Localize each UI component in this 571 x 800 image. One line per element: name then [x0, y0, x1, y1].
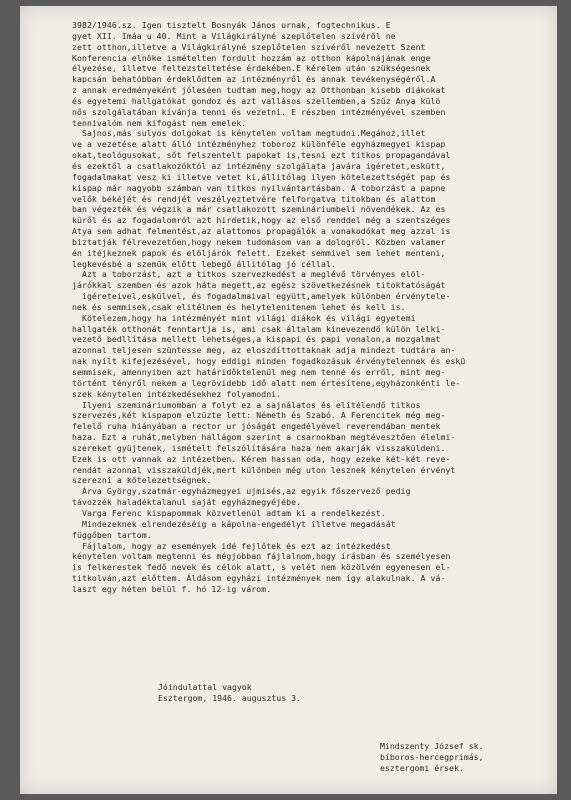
letter-line: vezető bedllítása mellett lehetséges,a kispapi és papi vonalon,a mozgalmat — [72, 334, 441, 345]
letter-closing: Jóindulattal vagyok — [158, 682, 252, 692]
letter-place-date: Esztergom, 1946. augusztus 3. — [158, 693, 301, 703]
letter-body — [72, 20, 542, 595]
letter-line: szereket gyüjtenek, ismételt felszólítására haza nem akarják visszaküldeni. — [72, 442, 446, 453]
letter-line: ve a vezetése alatt álló intézményhez toboroz különféle egyházmegyei kispap — [72, 139, 446, 150]
letter-line: fogadalmakat vesz ki illetve vetet ki,állitólag ilyen kötelezettségét pap és — [72, 171, 451, 182]
letter-line: is felkerestek fedő nevek és célok alatt, s velét nem közölvén egyenesen el- — [72, 562, 451, 573]
letter-line: titkolván,azt előttem. Áldásom egyházi intézmények nem így alakulnak. A vá- — [72, 573, 446, 584]
letter-line: rendát azonnal visszaküldjék,mert különben még uton lesznek kénytelen érvényt — [72, 464, 456, 475]
letter-line: kapcsán behatóbban érdeklődtem az intézményről és annak tevékenységéről.A — [72, 74, 436, 85]
signature-office: esztergomi érsek. — [380, 763, 464, 773]
letter-line: küről és az fogadalomról azt hirdetik,hogy az első renddel még a szentszéges — [72, 215, 451, 226]
letter-line: velők békéjét és rendjét veszélyeztetvére felforgatva titokban és alattom — [72, 193, 436, 204]
letter-line: nak nyílt kifejezésével, hogy eddigi minden fogadkozásuk érvénytelennek és eskü — [72, 356, 466, 367]
letter-sheet — [20, 6, 557, 794]
letter-line: Varga Ferenc kispapommak közvetlenül adtam ki a rendelkezést. — [72, 507, 386, 518]
letter-line: tennivalóm nem kifogást nem emelek. — [72, 117, 247, 128]
letter-line: függőben tartom. — [72, 529, 152, 540]
letter-line: azonnal teljesen szüntesse meg, az eloszdíttottaknak adja mindezt tudtára an- — [72, 345, 456, 356]
letter-line: okat,teológusokat, sőt felszentelt papokat is,tesni ezt titkos propagandával — [72, 150, 451, 161]
letter-line: és ezektől a csatlakozóktól az intézmény szolgálata javára igéretet,eskütt, — [72, 160, 446, 171]
letter-line: hallgaték otthonát fenntartja is, ami csak általam kinevezendő külön lelki- — [72, 323, 446, 334]
letter-line: történt tényről nekem a legrövidebb idő alatt nem értesítene,egyházonkénti le- — [72, 377, 461, 388]
letter-line: Ezek is ott vannak az intézetben. Kérem hassan oda, hogy ezeke két-két reve- — [72, 453, 451, 464]
letter-line: Kötelezem,hogy ha intézményét mint világi diákok és világi egyetemi — [72, 312, 416, 323]
letter-line: semmisek, amennyiben azt határidőktelenül meg nem tenné és erről, mint meg- — [72, 367, 446, 377]
letter-line: igéreteivel,eskülvel, és fogadalmaival együtt,amelyek különben érvénytele- — [72, 291, 451, 302]
letter-line: nek és semmisek,csak elitélnem és helytelenitenem lehet és kell is. — [72, 301, 406, 312]
letter-line: biztatják félrevezetően,hogy nekem tudomásom van a dologról. Közben valamer — [72, 236, 446, 247]
letter-signature — [380, 741, 484, 774]
letter-line: haza. Ezt a ruhát,melyben hallágom szerint a csarnokban megtévesztően élelmi- — [72, 432, 456, 443]
letter-line: felelő ruha hiányában a rector ur jóságát engedélyével reverendában mentek — [72, 421, 441, 432]
letter-line: szerezni a kötelezettségnek. — [72, 475, 212, 486]
letter-line: z annak eredményeként jóleséen tudtam meg,hogy az Otthonban kisebb diákokat — [72, 85, 446, 96]
letter-line: Konferencia elnöke ismételten fordult hozzám az otthon kápolnájának enge — [72, 52, 431, 63]
letter-line: kispap már nagyobb számban van titkos nyilvántartásban. A toborzást a papne — [72, 182, 446, 193]
letter-line: Atya sem adhat felmentést,az alattomos propagálók a vonakodókat meg azzal is — [72, 226, 451, 237]
letter-line: Árva György,szatmár-egyházmegyei ujmisés,az egyik főszervező pedig — [72, 486, 411, 497]
letter-line: kénytelen voltam megtenni és mégjobban fájlalnom,hogy írásban és személyesen — [72, 551, 451, 562]
letter-line: szervezés,két kispapom elzüzte lett: Németh és Szabó. A Ferencitek még meg- — [72, 410, 446, 421]
letter-line: járókkal szemben és azok háta megett,az egész szövetkezésnek titoktatóságát — [72, 280, 446, 291]
letter-line: gyet XII. Imáa u 40. Mint a Világkirályné szeplőtelen szívéről ne — [72, 30, 396, 41]
letter-line: Fájlalom, hogy az események idé fejlőtek és ezt az intézkedést — [72, 540, 391, 551]
letter-line: ban végezték és végzik a már csatlakozott szemináriumbeli növendékek. Az es — [72, 204, 446, 215]
letter-line: Sajnos,más sulyos dolgokat is kénytelen voltam megtudni.Megához,illet — [72, 128, 426, 139]
letter-closing-block — [158, 682, 301, 704]
letter-line: Azt a toborzást, azt a titkos szervezkedést a meglévő törvényes elöl- — [72, 269, 426, 280]
letter-line: én itéjkeznek papok és elöljárók felett. Ezeket semmivel sem lehet menteni, — [72, 247, 446, 258]
letter-line: Ilyeni szemináriumomban a folyt ez a sajnálatos és elitélendő titkos — [72, 399, 421, 410]
letter-line: zett otthon,illetve a Világkirályné szeplőtelen szívéről nevezett Szent — [72, 41, 426, 52]
letter-line: távozzék haladéktalanul saját egyházmegyéjébe. — [72, 497, 302, 508]
letter-line: nős szolgálatában kívánja tenni és vezetni. E részben intézményével szemben — [72, 106, 446, 117]
letter-line: Mindezeknek elrendezéséig a kápolna-engedélyt illetve megadását — [72, 518, 396, 529]
signature-name: Mindszenty József sk. — [380, 741, 484, 751]
letter-line: élyezése, illetve feltezsteltetése érdekében.E kérelem után szükségesnek — [72, 63, 431, 74]
letter-line: 3982/1946.sz. Igen tisztelt Bosnyák János urnak, fogtechnikus. E — [72, 20, 391, 30]
letter-line: és egyetemi hallgatókat gondoz és azt vallásos szellemben,a Szűz Anya külö — [72, 95, 441, 106]
letter-line: szek kénytelen intézkedésekhez folyamodni. — [72, 388, 282, 399]
letter-line: laszt egy héten belül f. hó 12-ig várom. — [72, 583, 272, 594]
signature-title: bíboros-hercegprimás, — [380, 752, 484, 762]
letter-line: legkevésbé a szemük előtt lebegő állitólag jó céllal. — [72, 258, 336, 269]
